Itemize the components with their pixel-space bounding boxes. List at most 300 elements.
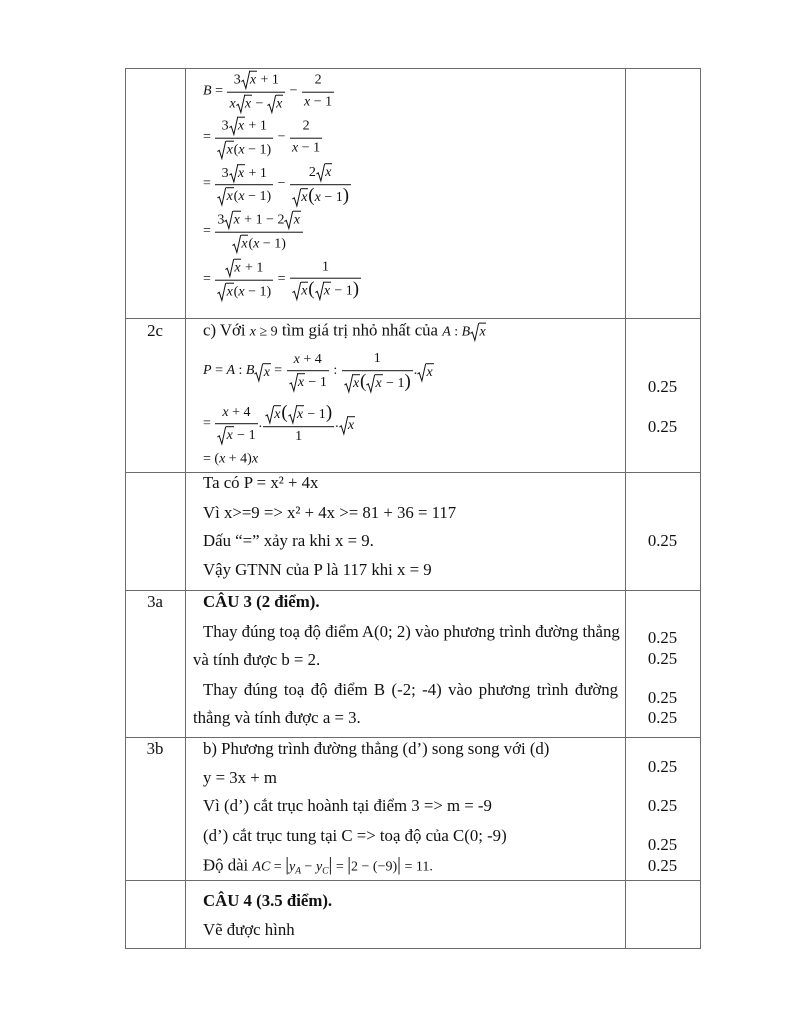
square-root bbox=[417, 363, 433, 381]
math-variable: x bbox=[347, 417, 355, 433]
radicand bbox=[352, 374, 360, 392]
score-value: 0.25 bbox=[647, 627, 678, 647]
math-text: . bbox=[335, 416, 339, 432]
math-text: = bbox=[203, 223, 215, 239]
row-divider bbox=[125, 318, 701, 319]
math-text bbox=[301, 190, 307, 205]
math-variable: x bbox=[234, 260, 241, 276]
square-root bbox=[315, 282, 331, 300]
score-value: 0.25 bbox=[647, 834, 678, 854]
big-delimiter: ) bbox=[404, 371, 411, 392]
radical-stroke bbox=[241, 71, 249, 88]
answer-line: Thay đúng toạ độ điểm A(0; 2) vào phương trình đường thẳng bbox=[203, 621, 620, 641]
square-root bbox=[470, 323, 486, 341]
math-variable: x bbox=[297, 375, 305, 391]
math-variable: x bbox=[226, 142, 233, 158]
math-text: = bbox=[332, 859, 348, 875]
math-text: 2 bbox=[308, 165, 316, 181]
math-text: 1 bbox=[373, 351, 381, 367]
math-text bbox=[227, 285, 233, 300]
math-variable: x bbox=[226, 189, 233, 205]
math-text: − 1 bbox=[233, 428, 256, 444]
math-variable: A bbox=[226, 363, 236, 379]
numerator bbox=[215, 211, 302, 233]
math-text: 1 bbox=[322, 259, 330, 275]
radical-stroke bbox=[418, 363, 426, 380]
math-text: = bbox=[270, 363, 286, 379]
square-root bbox=[288, 405, 304, 423]
radicand bbox=[347, 416, 355, 434]
radical-sign bbox=[316, 163, 325, 181]
radical-sign bbox=[267, 95, 276, 113]
column-divider bbox=[185, 68, 186, 949]
radical-sign bbox=[217, 188, 226, 206]
math-line bbox=[203, 163, 352, 207]
math-line: Độ dài AC = | y $_A$ − y $_C$ | = | 2 − (−9) | = 11. bbox=[203, 854, 433, 877]
radicand bbox=[301, 282, 309, 300]
answer-line: Vậy GTNN của P là 117 khi x = 9 bbox=[203, 559, 432, 579]
radical-sign bbox=[236, 95, 245, 113]
math-text bbox=[348, 418, 354, 433]
math-line bbox=[203, 117, 323, 160]
numerator bbox=[290, 259, 361, 279]
radical-stroke bbox=[471, 323, 479, 340]
radical-sign bbox=[217, 283, 226, 301]
question-label: 2c bbox=[147, 320, 163, 340]
row-divider bbox=[125, 880, 701, 881]
big-delimiter: ( bbox=[281, 402, 288, 424]
radical-sign bbox=[217, 141, 226, 159]
square-root bbox=[217, 188, 233, 206]
radical-sign bbox=[232, 235, 241, 253]
math-line bbox=[203, 71, 335, 114]
math-text bbox=[301, 284, 307, 299]
radical-sign bbox=[470, 323, 479, 341]
math-text: = bbox=[203, 129, 215, 145]
math-text bbox=[479, 325, 485, 340]
math-text bbox=[324, 284, 330, 299]
math-text bbox=[227, 143, 233, 158]
math-text: . bbox=[413, 363, 418, 379]
math-text: = 11. bbox=[400, 859, 433, 875]
radical-sign bbox=[229, 164, 238, 182]
math-text: (x − 1) bbox=[233, 142, 272, 158]
radical-sign bbox=[339, 416, 348, 434]
big-delimiter: | bbox=[328, 854, 333, 876]
radical-stroke bbox=[218, 141, 226, 158]
fraction bbox=[215, 164, 273, 207]
math-text: . bbox=[258, 416, 263, 432]
fraction bbox=[215, 259, 273, 302]
numerator bbox=[302, 73, 334, 93]
answer-line: Thay đúng toạ độ điểm B (-2; -4) vào phương trình đường bbox=[203, 679, 618, 699]
math-text: − bbox=[286, 83, 302, 99]
math-variable: x bbox=[237, 165, 245, 181]
math-variable: x bbox=[237, 118, 245, 134]
math-text bbox=[227, 429, 233, 444]
square-root bbox=[344, 374, 360, 392]
answer-line: Vì (d’) cắt trục hoành tại điểm 3 => m = -9 bbox=[203, 795, 492, 815]
square-root bbox=[232, 235, 248, 253]
math-text: x − 1 bbox=[292, 140, 321, 156]
numerator bbox=[290, 163, 351, 185]
math-variable: x bbox=[323, 284, 331, 299]
radical-stroke bbox=[225, 211, 233, 228]
radicand bbox=[296, 405, 304, 423]
math-text: − bbox=[274, 129, 290, 145]
radical-sign bbox=[289, 374, 298, 392]
radical-sign bbox=[217, 427, 226, 445]
radical-sign bbox=[315, 282, 324, 300]
radicand bbox=[274, 405, 282, 423]
radicand bbox=[226, 188, 234, 206]
answer-line: thẳng và tính được a = 3. bbox=[193, 707, 361, 727]
radical-sign bbox=[284, 211, 293, 229]
radical-sign bbox=[254, 363, 263, 381]
math-text: + 1 bbox=[256, 72, 279, 88]
math-variable: y bbox=[289, 859, 296, 875]
radicand bbox=[234, 259, 242, 277]
big-delimiter: ( bbox=[359, 371, 367, 392]
math-variable: A bbox=[442, 324, 451, 340]
radical-sign bbox=[241, 71, 250, 89]
radicand bbox=[226, 283, 234, 301]
math-variable: x bbox=[253, 236, 260, 252]
big-delimiter: | bbox=[347, 854, 352, 876]
radical-sign bbox=[265, 405, 274, 423]
math-text: = bbox=[203, 176, 215, 192]
denominator bbox=[215, 186, 273, 207]
fraction bbox=[215, 405, 257, 446]
math-text bbox=[241, 237, 247, 252]
inline-text: c) Với bbox=[203, 320, 250, 340]
math-text: 3 bbox=[221, 118, 229, 134]
radical-stroke bbox=[226, 259, 234, 276]
denominator bbox=[215, 425, 257, 446]
radicand bbox=[244, 95, 252, 113]
math-text: + 1 bbox=[241, 260, 264, 276]
radicand bbox=[426, 363, 434, 381]
math-text: − bbox=[274, 176, 290, 192]
fraction bbox=[287, 352, 329, 393]
math-text: A : B bbox=[442, 324, 471, 340]
math-text: (x − 1) bbox=[233, 189, 272, 205]
radical-sign bbox=[292, 282, 301, 300]
math-text: x + 4 bbox=[293, 351, 322, 367]
square-root bbox=[267, 95, 283, 113]
math-text bbox=[426, 365, 432, 380]
math-text bbox=[376, 376, 382, 391]
math-variable: x bbox=[276, 96, 283, 112]
radical-stroke bbox=[285, 211, 293, 228]
column-divider bbox=[625, 68, 626, 949]
radical-stroke bbox=[266, 406, 274, 423]
radical-stroke bbox=[236, 95, 244, 112]
math-text: 1 bbox=[295, 429, 303, 444]
math-variable: x bbox=[238, 189, 245, 205]
square-root bbox=[339, 416, 355, 434]
math-text: − 1 bbox=[303, 407, 326, 423]
radical-stroke bbox=[218, 427, 226, 444]
math-variable: B bbox=[461, 324, 471, 340]
radicand bbox=[293, 211, 301, 229]
denominator bbox=[227, 93, 285, 114]
denominator bbox=[290, 279, 361, 301]
math-text: 2 bbox=[314, 72, 322, 88]
math-variable: x bbox=[292, 140, 299, 156]
radicand bbox=[237, 117, 245, 135]
fraction bbox=[290, 119, 322, 158]
score-value: 0.25 bbox=[647, 648, 678, 668]
math-variable: B bbox=[203, 83, 212, 99]
math-text: + 1 − 2 bbox=[240, 212, 285, 228]
math-text: 2 − (−9) bbox=[351, 859, 398, 875]
radicand bbox=[263, 363, 271, 381]
answer-line: Vì x>=9 => x² + 4x >= 81 + 36 = 117 bbox=[203, 502, 457, 522]
square-root bbox=[217, 427, 233, 445]
math-variable: x bbox=[301, 190, 308, 205]
math-variable: B bbox=[245, 363, 255, 379]
math-text: = bbox=[203, 271, 215, 287]
math-variable: AC bbox=[252, 859, 271, 875]
square-root bbox=[236, 95, 252, 113]
denominator bbox=[287, 372, 329, 393]
fraction bbox=[215, 117, 273, 160]
denominator bbox=[290, 185, 351, 207]
radical-sign bbox=[288, 405, 297, 423]
row-divider bbox=[125, 737, 701, 738]
math-text bbox=[250, 73, 256, 88]
math-variable: x bbox=[426, 364, 433, 380]
math-variable: x bbox=[314, 190, 321, 205]
radical-stroke bbox=[316, 164, 324, 181]
math-variable: x bbox=[238, 284, 245, 300]
radicand bbox=[237, 164, 245, 182]
math-text bbox=[297, 407, 303, 422]
math-text: + 1 bbox=[244, 165, 267, 181]
big-delimiter: ) bbox=[325, 402, 333, 424]
math-variable: x bbox=[241, 236, 248, 252]
fraction bbox=[302, 73, 334, 112]
math-variable: x bbox=[301, 284, 308, 299]
radical-sign bbox=[229, 117, 238, 135]
math-text: 3 bbox=[217, 212, 225, 228]
fraction bbox=[227, 71, 285, 114]
numerator bbox=[287, 352, 329, 372]
radicand bbox=[276, 95, 284, 113]
square-root bbox=[366, 374, 382, 392]
fraction bbox=[215, 211, 302, 254]
math-text: x + 4 bbox=[222, 404, 251, 420]
math-variable: x bbox=[244, 96, 252, 112]
answer-line: Vẽ được hình bbox=[203, 919, 295, 939]
score-value: 0.25 bbox=[647, 756, 678, 776]
numerator bbox=[215, 117, 273, 139]
math-text: 3 bbox=[233, 72, 241, 88]
score-value: 0.25 bbox=[647, 416, 678, 436]
radical-sign bbox=[366, 374, 375, 392]
math-text: − bbox=[251, 96, 267, 112]
inline-text: Độ dài bbox=[203, 855, 253, 875]
math-text: = bbox=[274, 271, 290, 287]
score-value: 0.25 bbox=[647, 855, 678, 875]
answer-line: Ta có P = x² + 4x bbox=[203, 472, 319, 492]
fraction bbox=[263, 404, 334, 446]
square-root bbox=[292, 188, 308, 206]
math-text: (x − 1) bbox=[248, 236, 286, 252]
math-text: P = A : B bbox=[203, 363, 255, 379]
question-statement bbox=[203, 321, 486, 342]
square-root bbox=[241, 71, 257, 89]
math-variable: x bbox=[479, 324, 486, 340]
math-variable: x bbox=[233, 212, 240, 228]
math-variable: x bbox=[304, 94, 311, 110]
square-root bbox=[225, 259, 241, 277]
math-text: 2 bbox=[302, 118, 310, 134]
radical-stroke bbox=[292, 188, 300, 205]
radicand bbox=[325, 163, 333, 181]
fraction bbox=[290, 259, 361, 301]
radical-stroke bbox=[218, 188, 226, 205]
numerator bbox=[290, 119, 322, 139]
question-label: 3b bbox=[146, 738, 164, 758]
denominator bbox=[263, 427, 334, 446]
big-delimiter: ( bbox=[308, 185, 315, 206]
numerator bbox=[227, 71, 285, 93]
radical-sign bbox=[224, 211, 233, 229]
math-variable: P bbox=[203, 363, 212, 379]
math-text bbox=[227, 190, 233, 205]
denominator bbox=[302, 93, 334, 112]
math-text: x − 1 bbox=[304, 94, 333, 110]
section-heading: CÂU 3 (2 điểm). bbox=[203, 591, 320, 611]
math-variable: x bbox=[249, 72, 257, 88]
math-text: AC = bbox=[252, 859, 286, 875]
radicand bbox=[241, 235, 249, 253]
square-root bbox=[289, 374, 305, 392]
math-variable: x bbox=[238, 142, 245, 158]
score-value: 0.25 bbox=[647, 376, 678, 396]
score-value: 0.25 bbox=[647, 687, 678, 707]
math-text: x − 1 bbox=[314, 190, 343, 205]
math-variable: x bbox=[251, 451, 259, 467]
math-text bbox=[238, 119, 244, 134]
math-variable: x bbox=[293, 351, 300, 367]
math-text bbox=[298, 376, 304, 391]
square-root bbox=[265, 405, 281, 423]
radicand bbox=[249, 71, 257, 89]
square-root bbox=[224, 211, 240, 229]
math-variable: x bbox=[325, 165, 332, 181]
radical-stroke bbox=[344, 374, 352, 391]
answer-line: và tính được b = 2. bbox=[193, 649, 321, 669]
math-line bbox=[203, 452, 258, 469]
math-text bbox=[234, 213, 240, 228]
math-text: = bbox=[203, 416, 215, 432]
radical-stroke bbox=[218, 283, 226, 300]
numerator bbox=[342, 351, 413, 371]
math-text bbox=[238, 166, 244, 181]
numerator bbox=[215, 259, 273, 281]
math-text: − y bbox=[301, 859, 323, 875]
math-line bbox=[203, 351, 434, 393]
math-text: (x − 1) bbox=[233, 284, 272, 300]
math-line bbox=[203, 404, 355, 446]
radical-stroke bbox=[339, 416, 347, 433]
inline-text: tìm giá trị nhỏ nhất của bbox=[277, 320, 443, 340]
square-root bbox=[254, 363, 270, 381]
radicand bbox=[233, 211, 241, 229]
math-text: − 1 bbox=[382, 376, 405, 391]
radicand bbox=[297, 374, 305, 392]
square-root bbox=[229, 164, 245, 182]
row-divider bbox=[125, 590, 701, 591]
fraction bbox=[290, 163, 351, 207]
numerator bbox=[263, 404, 334, 427]
math-variable: x bbox=[274, 407, 281, 423]
math-line bbox=[203, 259, 362, 302]
radical-sign bbox=[292, 188, 301, 206]
math-line bbox=[203, 211, 304, 254]
denominator bbox=[342, 371, 413, 393]
math-variable: x bbox=[249, 324, 256, 340]
fraction bbox=[342, 351, 413, 393]
math-text: x ≥ 9 bbox=[249, 324, 278, 340]
denominator bbox=[215, 281, 273, 302]
answer-line: (d’) cắt trục tung tại C => toạ độ của C(0; -9) bbox=[203, 825, 507, 845]
radicand bbox=[323, 282, 331, 300]
math-variable: x bbox=[229, 96, 236, 112]
math-variable: x bbox=[296, 407, 304, 423]
square-root bbox=[292, 282, 308, 300]
math-variable: x bbox=[375, 376, 382, 391]
score-value: 0.25 bbox=[647, 530, 678, 550]
radical-stroke bbox=[229, 117, 237, 134]
math-text bbox=[294, 213, 300, 228]
big-delimiter: | bbox=[285, 854, 289, 876]
big-delimiter: ( bbox=[308, 279, 315, 300]
math-text: = (x + 4)x bbox=[203, 451, 259, 467]
square-root bbox=[217, 141, 233, 159]
answer-line: b) Phương trình đường thẳng (d’) song song với (d) bbox=[203, 738, 550, 758]
math-text: − 1 bbox=[330, 284, 353, 299]
math-text bbox=[353, 376, 359, 391]
answer-line: y = 3x + m bbox=[203, 767, 277, 787]
radical-stroke bbox=[292, 282, 300, 299]
math-text bbox=[274, 407, 280, 422]
math-text bbox=[245, 97, 251, 112]
section-heading: CÂU 4 (3.5 điểm). bbox=[203, 890, 333, 910]
math-variable: x bbox=[226, 428, 233, 444]
math-text: 3 bbox=[221, 165, 229, 181]
score-value: 0.25 bbox=[647, 707, 678, 727]
math-variable: x bbox=[226, 284, 233, 300]
numerator bbox=[215, 164, 273, 186]
denominator bbox=[290, 139, 322, 158]
radical-stroke bbox=[267, 95, 275, 112]
math-text bbox=[325, 165, 331, 180]
radical-stroke bbox=[367, 374, 375, 391]
radical-sign bbox=[417, 363, 426, 381]
radical-stroke bbox=[229, 164, 237, 181]
radicand bbox=[375, 374, 383, 392]
radicand bbox=[226, 427, 234, 445]
square-root bbox=[316, 163, 332, 181]
radical-stroke bbox=[315, 282, 323, 299]
math-text: : bbox=[329, 363, 341, 379]
radical-stroke bbox=[233, 235, 241, 252]
denominator bbox=[215, 233, 302, 254]
